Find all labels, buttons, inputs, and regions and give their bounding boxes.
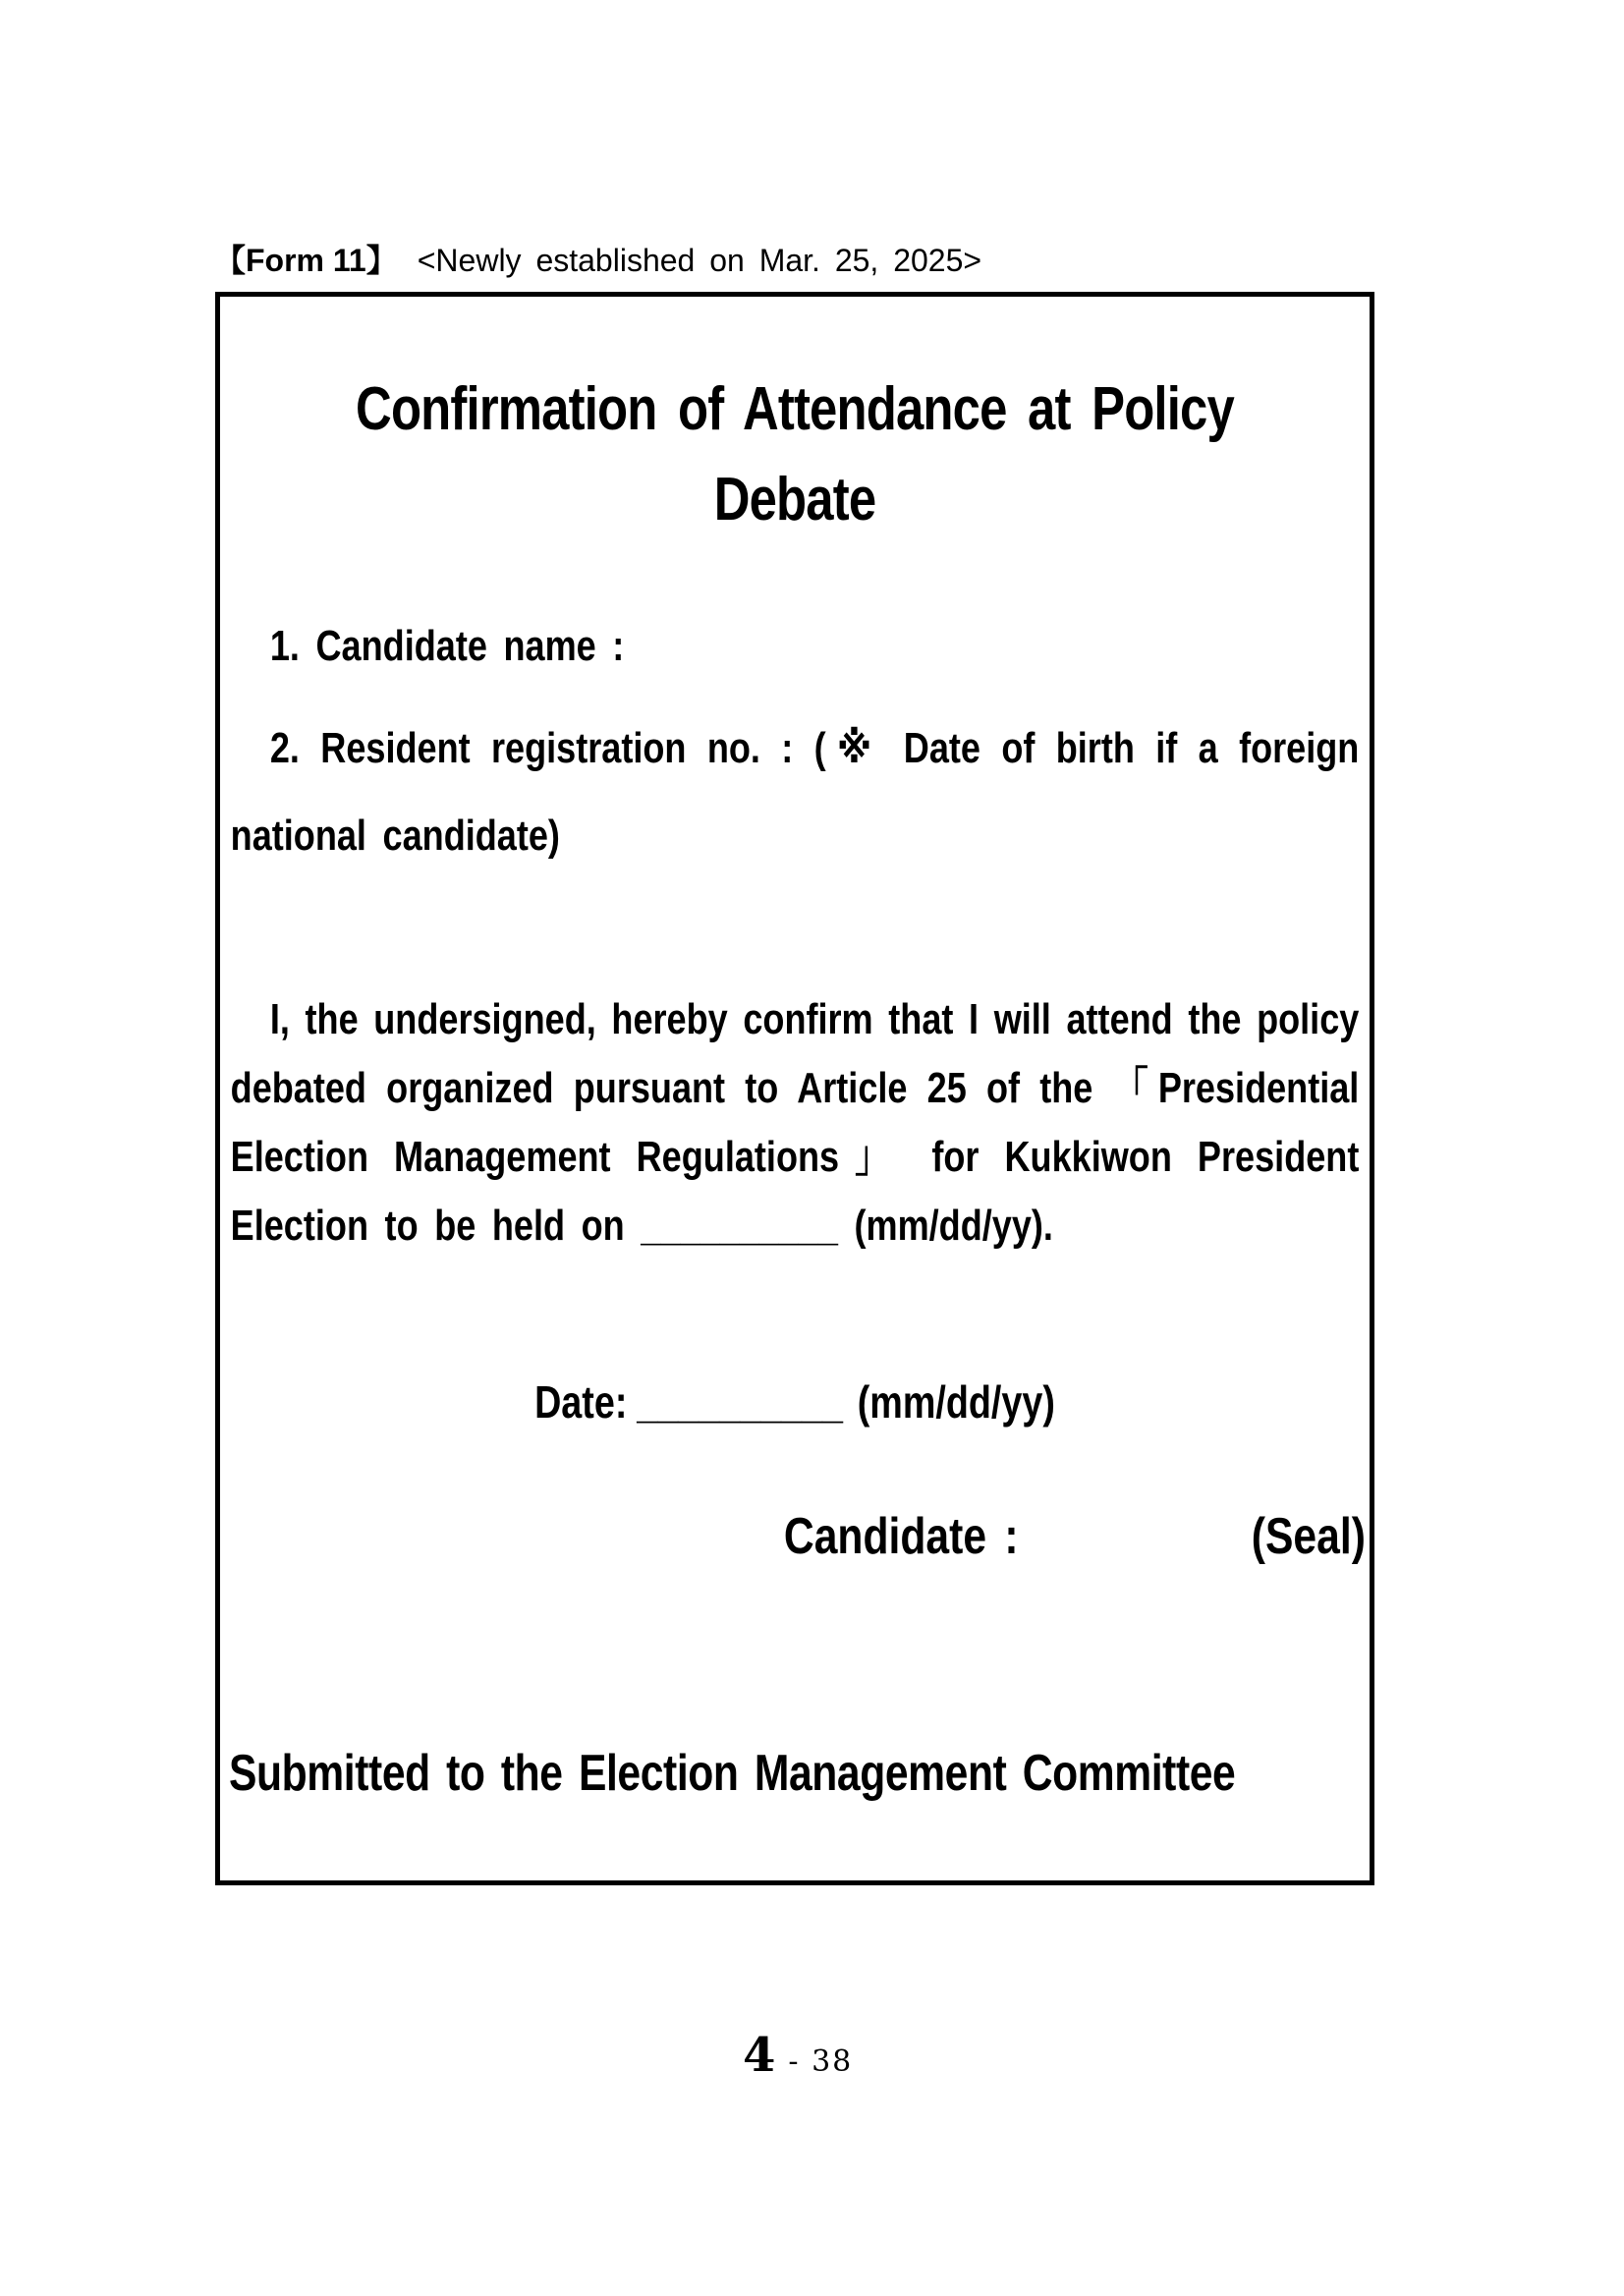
confirmation-line-3: Election Management Regulations」 for Kukkiwon President [230, 1133, 1360, 1181]
candidate-signature-label: Candidate : [783, 1508, 1019, 1565]
form-title-line-2: Debate [713, 466, 876, 533]
page-number-suffix: - 38 [788, 2044, 854, 2079]
form-title-line-1: Confirmation of Attendance at Policy [356, 375, 1234, 443]
field-resident-registration-line-1: 2. Resident registration no. : (※ Date of birth if a foreign [269, 724, 1360, 772]
submission-statement: Submitted to the Election Management Committee [229, 1745, 1236, 1802]
form-title [220, 364, 1370, 545]
confirmation-line-4: Election to be held on __________ (mm/dd/yy). [230, 1202, 1053, 1250]
page-number-current: 4 [743, 2028, 776, 2083]
confirmation-line-2: debated organized pursuant to Article 25 of the 「Presidential [230, 1064, 1360, 1112]
seal-label: (Seal) [1251, 1508, 1366, 1565]
field-resident-registration-line-2: national candidate) [230, 812, 560, 860]
form-border-box [215, 292, 1374, 1885]
field-resident-registration [231, 704, 1360, 879]
date-label: Date: [534, 1376, 628, 1428]
page-number [743, 2028, 853, 2083]
form-header [214, 242, 981, 279]
form-content [220, 297, 1370, 1880]
confirmation-paragraph [231, 985, 1360, 1260]
form-establishment-note: <Newly established on Mar. 25, 2025> [417, 243, 982, 278]
date-format-hint: (mm/dd/yy) [857, 1376, 1055, 1428]
confirmation-line-1: I, the undersigned, hereby confirm that I will attend the policy [269, 995, 1360, 1043]
field-candidate-name: 1. Candidate name : [269, 622, 625, 670]
form-number-tag: 【Form 11】 [214, 243, 398, 278]
date-blank-field: __________ [637, 1376, 843, 1428]
date-line [220, 1378, 1370, 1426]
